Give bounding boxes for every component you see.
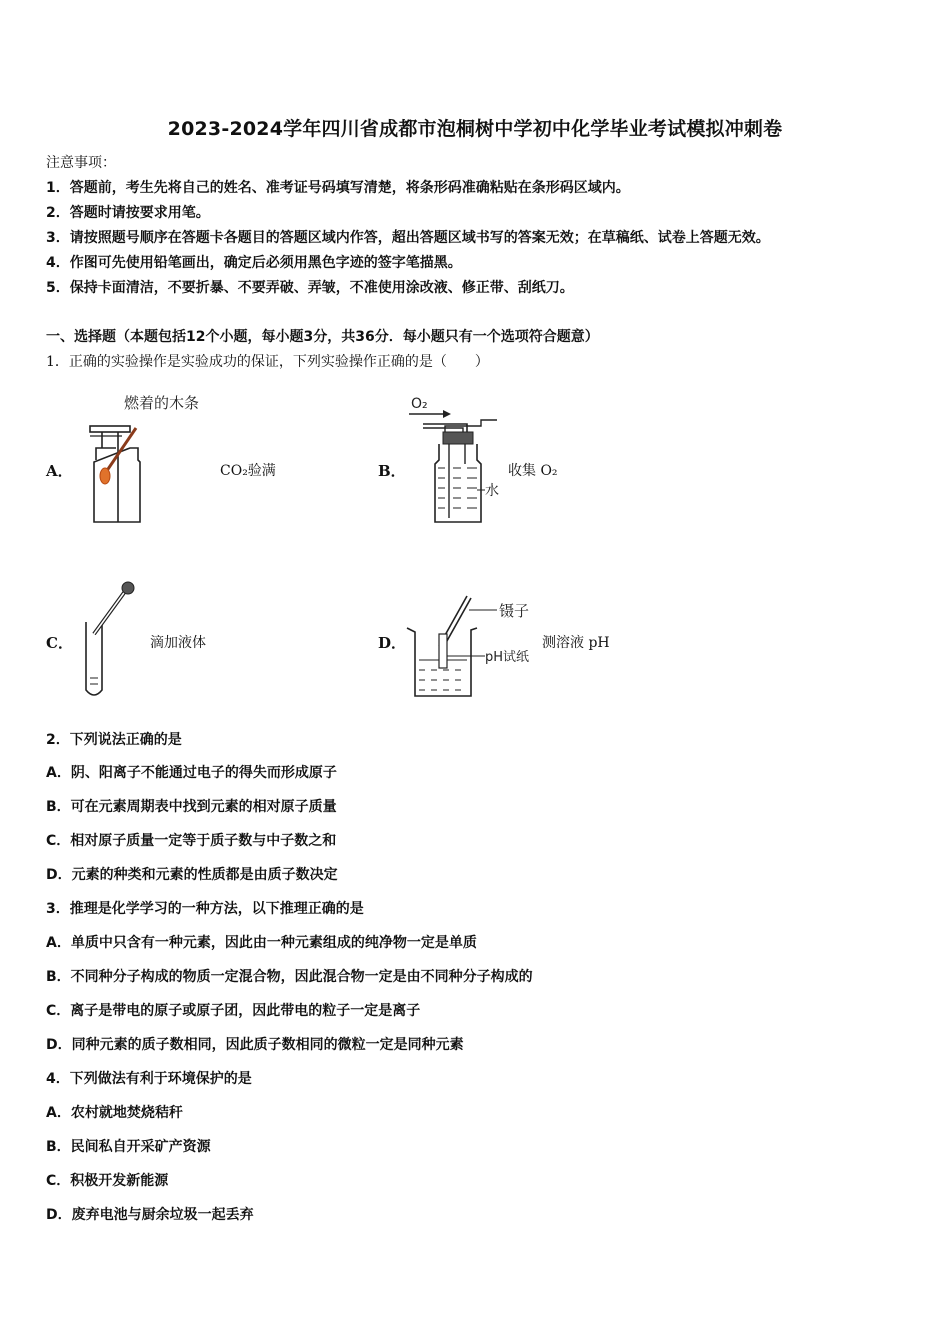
question-2-option: D．元素的种类和元素的性质都是由质子数决定 [46,867,338,883]
ph-test-figure [405,590,545,702]
tweezers-label: 镊子 [499,602,530,620]
burning-stick-label: 燃着的木条 [124,394,200,412]
question-3-option: D．同种元素的质子数相同，因此质子数相同的微粒一定是同种元素 [46,1037,464,1053]
question-2-option: A．阴、阳离子不能通过电子的得失而形成原子 [46,765,337,781]
question-3-option: C．离子是带电的原子或原子团，因此带电的粒子一定是离子 [46,1003,421,1019]
option-c-letter: C． [46,634,73,652]
ph-paper-label: pH试纸 [485,650,530,665]
question-4-option: C．积极开发新能源 [46,1173,169,1189]
question-4-stem: 4．下列做法有利于环境保护的是 [46,1071,252,1087]
question-3-option: A．单质中只含有一种元素，因此由一种元素组成的纯净物一定是单质 [46,935,477,951]
notes-heading: 注意事项： [46,155,116,171]
question-1-stem: 1．正确的实验操作是实验成功的保证，下列实验操作正确的是（ ） [46,354,489,370]
section-heading: 一、选择题（本题包括12个小题，每小题3分，共36分．每小题只有一个选项符合题意） [46,329,599,345]
option-b-caption: 收集 O₂ [508,463,558,479]
option-b-letter: B． [378,462,406,480]
note-item: 1．答题前，考生先将自己的姓名、准考证号码填写清楚，将条形码准确粘贴在条形码区域内。 [46,180,630,196]
water-label: 水 [485,483,499,499]
note-item: 4．作图可先使用铅笔画出，确定后必须用黑色字迹的签字笔描黑。 [46,255,462,271]
option-a-letter: A． [46,462,73,480]
co2-test-figure [72,390,222,530]
option-c-caption: 滴加液体 [150,635,206,651]
note-item: 5．保持卡面清洁，不要折暴、不要弄破、弄皱，不准使用涂改液、修正带、刮纸刀。 [46,280,574,296]
question-2-option: B．可在元素周期表中找到元素的相对原子质量 [46,799,337,815]
question-2-stem: 2．下列说法正确的是 [46,732,182,748]
option-a-caption: CO₂验满 [220,463,276,479]
o2-label: O₂ [411,396,428,412]
note-item: 3．请按照题号顺序在答题卡各题目的答题区域内作答，超出答题区域书写的答案无效；在草稿纸、试卷上答题无效。 [46,230,770,246]
question-4-option: A．农村就地焚烧秸秆 [46,1105,183,1121]
question-4-option: D．废弃电池与厨余垃圾一起丢弃 [46,1207,254,1223]
question-2-option: C．相对原子质量一定等于质子数与中子数之和 [46,833,337,849]
option-d-letter: D． [378,634,407,652]
question-4-option: B．民间私自开采矿产资源 [46,1139,211,1155]
question-3-option: B．不同种分子构成的物质一定混合物，因此混合物一定是由不同种分子构成的 [46,969,533,985]
dropper-figure [78,578,148,703]
question-3-stem: 3．推理是化学学习的一种方法，以下推理正确的是 [46,901,364,917]
collect-o2-figure [405,390,515,530]
note-item: 2．答题时请按要求用笔。 [46,205,210,221]
page-title: 2023-2024学年四川省成都市泡桐树中学初中化学毕业考试模拟冲刺卷 [167,118,783,140]
option-d-caption: 测溶液 pH [542,635,610,651]
